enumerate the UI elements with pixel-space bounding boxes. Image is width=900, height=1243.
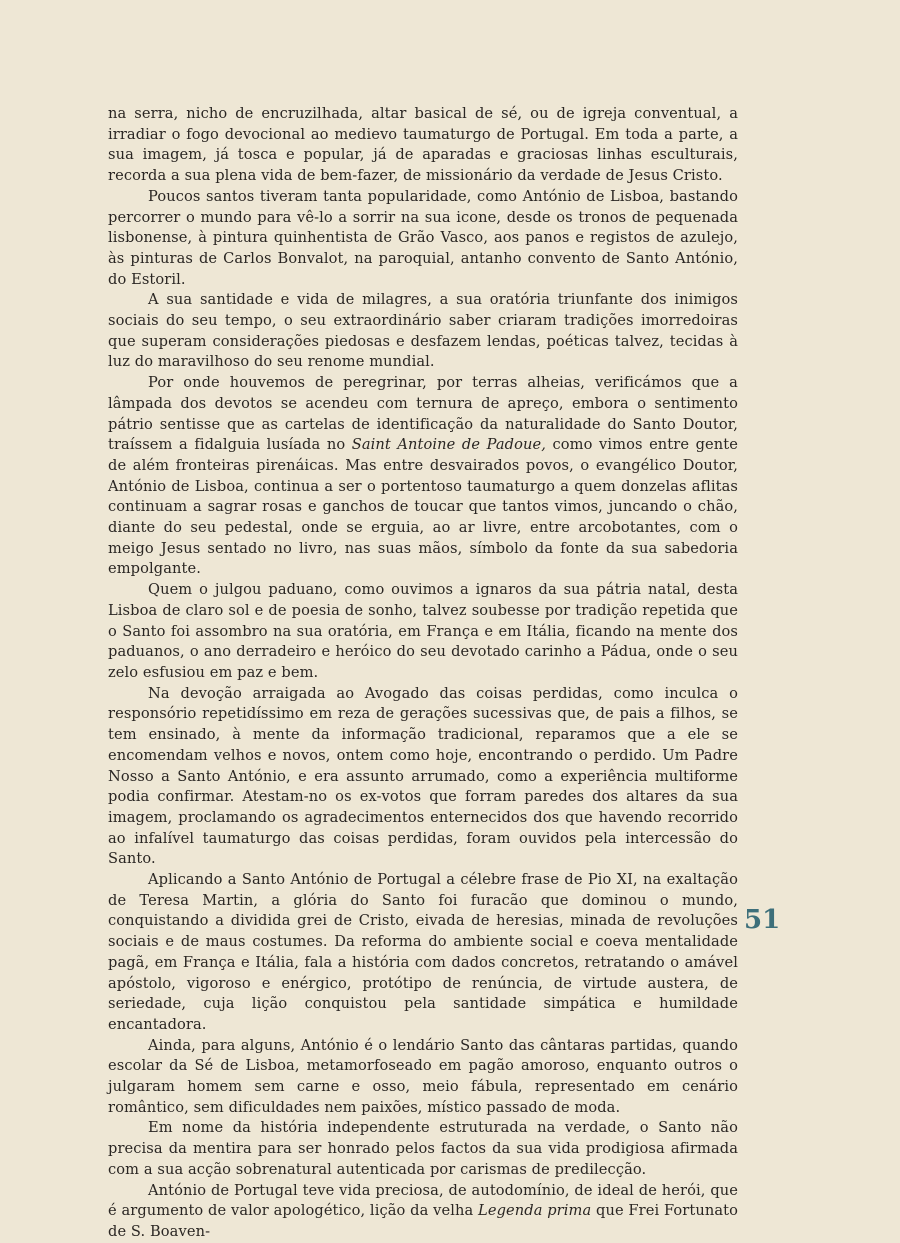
paragraph bbox=[108, 104, 738, 187]
paragraph bbox=[108, 580, 738, 684]
paragraph bbox=[108, 684, 738, 870]
italic-title: Legenda prima bbox=[478, 1202, 592, 1220]
paragraph bbox=[108, 1036, 738, 1119]
paragraph bbox=[108, 290, 738, 373]
text-segment: Na devoção arraigada ao Avogado das coisas perdidas, como inculca o responsório repetidíssimo em reza de gerações sucessivas que, de pais a filhos, se tem ensinado, à mente da informação tradicional, reparamos que a ele se encomendam velhos e novos, ontem como hoje, encontrando o perdido. Um Padre Nosso a Santo António, e era assunto arrumado, como a experiência multiforme podia confirmar. Atestam-no os ex-votos que forram paredes dos altares da sua imagem, proclamando os agradecimentos enternecidos dos que havendo recorrido ao infalível taumaturgo das coisas perdidas, foram ouvidos pela intercessão do Santo. bbox=[108, 684, 738, 868]
paragraph bbox=[108, 187, 738, 291]
paragraph bbox=[108, 1118, 738, 1180]
text-segment: Aplicando a Santo António de Portugal a célebre frase de Pio XI, na exaltação de Teresa Martin, a glória do Santo foi furacão que dominou o mundo, conquistando a dividida grei de Cristo, eivada de heresias, minada de revoluções sociais e de maus costumes. Da reforma do ambiente social e coeva mentalidade pagã, em França e Itália, fala a história com dados concretos, retratando o amável apóstolo, vigoroso e enérgico, protótipo de renúncia, de virtude austera, de seriedade, cuja lição conquistou pela santidade simpática e humildade encantadora. bbox=[108, 871, 738, 1033]
text-segment: na serra, nicho de encruzilhada, altar basical de sé, ou de igreja conventual, a irradiar o fogo devocional ao medievo taumaturgo de Portugal. Em toda a parte, a sua imagem, já tosca e popular, já de aparadas e graciosas linhas esculturais, recorda a sua plena vida de bem-fazer, de missionário da verdade de Jesus Cristo. bbox=[108, 105, 738, 185]
body-text bbox=[108, 104, 738, 1243]
text-segment: que Frei Fortunato de S. Boaven- bbox=[108, 1202, 738, 1240]
text-segment: António de Portugal teve vida preciosa, de autodomínio, de ideal de herói, que é argumento de valor apologético, lição da velha bbox=[108, 1181, 738, 1220]
text-segment: Por onde houvemos de peregrinar, por terras alheias, verificámos que a lâmpada dos devotos se acendeu com ternura de apreço, embora o sentimento pátrio sentisse que as cartelas de identificação da naturalidade do Santo Doutor, traíssem a fidalguia lusíada no bbox=[108, 374, 738, 454]
paragraph bbox=[108, 870, 738, 1036]
text-segment: Poucos santos tiveram tanta popularidade, como António de Lisboa, bastando percorrer o mundo para vê-lo a sorrir na sua icone, desde os tronos de pequenada lisbonense, à pintura quinhentista de Grão Vasco, aos panos e registos de azulejo, às pinturas de Carlos Bonvalot, na paroquial, antanho convento de Santo António, do Estoril. bbox=[108, 187, 738, 288]
paragraph bbox=[108, 1181, 738, 1243]
text-segment: Quem o julgou paduano, como ouvimos a ignaros da sua pátria natal, desta Lisboa de claro sol e de poesia de sonho, talvez soubesse por tradição repetida que o Santo foi assombro na sua oratória, em França e em Itália, ficando na mente dos paduanos, o ano derradeiro e heróico do seu devotado carinho a Pádua, onde o seu zelo esfusiou em paz e bem. bbox=[108, 581, 738, 681]
page-number: 51 bbox=[744, 905, 781, 935]
paragraph bbox=[108, 373, 738, 580]
text-segment: Ainda, para alguns, António é o lendário Santo das cântaras partidas, quando escolar da Sé de Lisboa, metamorfoseado em pagão amoroso, enquanto outros o julgaram homem sem carne e osso, meio fábula, representado em cenário romântico, sem dificuldades nem paixões, místico passado de moda. bbox=[108, 1036, 738, 1116]
text-segment: Em nome da história independente estruturada na verdade, o Santo não precisa da mentira para ser honrado pelos factos da sua vida prodigiosa afirmada com a sua acção sobrenatural autenticada por carismas de predilecção. bbox=[108, 1119, 738, 1178]
text-segment: A sua santidade e vida de milagres, a sua oratória triunfante dos inimigos sociais do seu tempo, o seu extraordinário saber criaram tradições imorredoiras que superam considerações piedosas e desfazem lendas, poéticas talvez, tecidas à luz do maravilhoso do seu renome mundial. bbox=[108, 291, 738, 371]
italic-title: Saint Antoine de Padoue, bbox=[351, 436, 546, 454]
text-segment: como vimos entre gente de além fronteiras pirenáicas. Mas entre desvairados povos, o evangélico Doutor, António de Lisboa, continua a ser o portentoso taumaturgo a quem donzelas aflitas continuam a sagrar rosas e ganchos de toucar que tantos vimos, juncando o chão, diante do seu pedestal, onde se erguia, ao ar livre, entre arcobotantes, com o meigo Jesus sentado no livro, nas suas mãos, símbolo da fonte da sua sabedoria empolgante. bbox=[108, 436, 738, 578]
